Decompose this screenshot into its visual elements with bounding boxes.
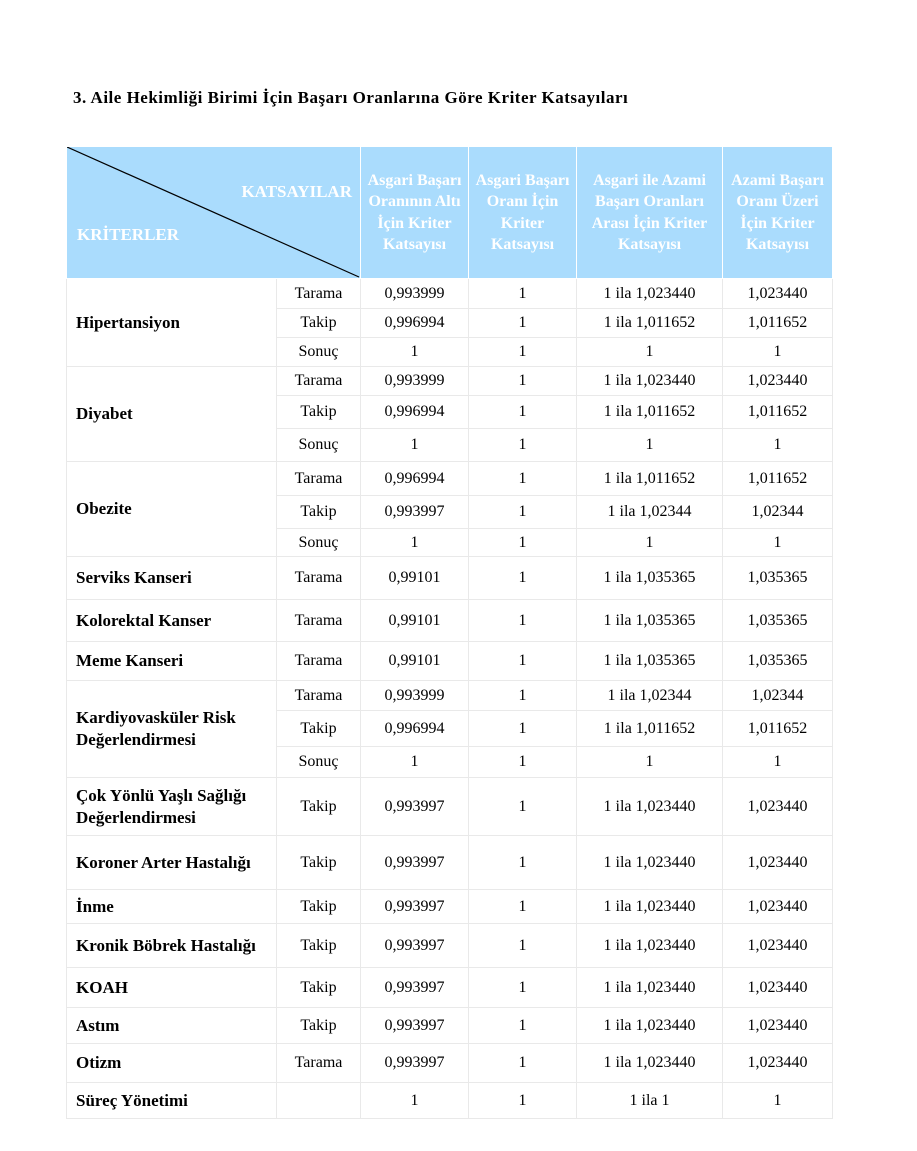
below-min-value: 0,993997 (361, 836, 469, 890)
below-min-value: 0,993999 (361, 367, 469, 396)
column-header-above-max: Azami Başarı Oranı Üzeri İçin Kriter Katsayısı (723, 147, 833, 279)
subcategory-cell: Takip (277, 836, 361, 890)
min-value: 1 (469, 529, 577, 557)
criterion-name: İnme (67, 890, 277, 924)
between-value: 1 ila 1 (577, 1083, 723, 1119)
between-value: 1 ila 1,011652 (577, 396, 723, 429)
min-value: 1 (469, 557, 577, 600)
subcategory-cell: Takip (277, 890, 361, 924)
above-max-value: 1 (723, 338, 833, 367)
table-body (67, 279, 833, 1119)
section-heading: 3. Aile Hekimliği Birimi İçin Başarı Oranlarına Göre Kriter Katsayıları (73, 88, 629, 107)
table-row (67, 557, 833, 600)
min-value: 1 (469, 924, 577, 968)
between-value: 1 ila 1,023440 (577, 924, 723, 968)
above-max-value: 1 (723, 1083, 833, 1119)
corner-header-cell (67, 147, 361, 279)
subcategory-cell: Takip (277, 924, 361, 968)
below-min-value: 1 (361, 747, 469, 778)
above-max-value: 1,011652 (723, 711, 833, 747)
min-value: 1 (469, 462, 577, 496)
above-max-value: 1,011652 (723, 309, 833, 338)
subcategory-cell: Tarama (277, 1044, 361, 1083)
table-row (67, 600, 833, 642)
below-min-value: 0,993997 (361, 968, 469, 1008)
min-value: 1 (469, 642, 577, 681)
subcategory-cell: Tarama (277, 557, 361, 600)
criterion-name: KOAH (67, 968, 277, 1008)
between-value: 1 ila 1,02344 (577, 681, 723, 711)
subcategory-cell: Tarama (277, 279, 361, 309)
subcategory-cell: Tarama (277, 600, 361, 642)
above-max-value: 1,023440 (723, 890, 833, 924)
between-value: 1 ila 1,011652 (577, 462, 723, 496)
between-value: 1 (577, 338, 723, 367)
min-value: 1 (469, 778, 577, 836)
min-value: 1 (469, 338, 577, 367)
column-header-min: Asgari Başarı Oranı İçin Kriter Katsayısı (469, 147, 577, 279)
below-min-value: 0,996994 (361, 462, 469, 496)
below-min-value: 1 (361, 1083, 469, 1119)
table-row (67, 367, 833, 396)
between-value: 1 ila 1,023440 (577, 367, 723, 396)
below-min-value: 0,99101 (361, 642, 469, 681)
above-max-value: 1,02344 (723, 496, 833, 529)
table-row (67, 1008, 833, 1044)
between-value: 1 ila 1,023440 (577, 836, 723, 890)
above-max-value: 1,023440 (723, 367, 833, 396)
subcategory-cell: Sonuç (277, 429, 361, 462)
table-row (67, 890, 833, 924)
diagonal-line (67, 147, 361, 278)
subcategory-cell: Tarama (277, 367, 361, 396)
min-value: 1 (469, 1008, 577, 1044)
above-max-value: 1,023440 (723, 1044, 833, 1083)
between-value: 1 (577, 747, 723, 778)
above-max-value: 1,011652 (723, 462, 833, 496)
subcategory-cell: Tarama (277, 642, 361, 681)
kriterler-label: KRİTERLER (77, 225, 180, 244)
table-row (67, 1083, 833, 1119)
subcategory-cell: Tarama (277, 462, 361, 496)
table-row (67, 1044, 833, 1083)
above-max-value: 1,035365 (723, 557, 833, 600)
min-value: 1 (469, 1083, 577, 1119)
min-value: 1 (469, 1044, 577, 1083)
between-value: 1 ila 1,023440 (577, 279, 723, 309)
below-min-value: 0,99101 (361, 600, 469, 642)
min-value: 1 (469, 681, 577, 711)
criterion-name: Astım (67, 1008, 277, 1044)
above-max-value: 1,023440 (723, 924, 833, 968)
criterion-name: Koroner Arter Hastalığı (67, 836, 277, 890)
subcategory-cell: Takip (277, 711, 361, 747)
between-value: 1 ila 1,023440 (577, 968, 723, 1008)
min-value: 1 (469, 496, 577, 529)
subcategory-cell: Sonuç (277, 338, 361, 367)
between-value: 1 ila 1,035365 (577, 642, 723, 681)
min-value: 1 (469, 396, 577, 429)
above-max-value: 1 (723, 529, 833, 557)
subcategory-cell: Takip (277, 309, 361, 338)
below-min-value: 0,993999 (361, 279, 469, 309)
between-value: 1 ila 1,023440 (577, 890, 723, 924)
min-value: 1 (469, 429, 577, 462)
criterion-name: Otizm (67, 1044, 277, 1083)
table-row (67, 968, 833, 1008)
min-value: 1 (469, 890, 577, 924)
between-value: 1 ila 1,035365 (577, 557, 723, 600)
below-min-value: 0,993997 (361, 1044, 469, 1083)
above-max-value: 1,023440 (723, 778, 833, 836)
table-row (67, 778, 833, 836)
above-max-value: 1,035365 (723, 600, 833, 642)
subcategory-cell: Takip (277, 396, 361, 429)
subcategory-cell: Sonuç (277, 747, 361, 778)
between-value: 1 ila 1,023440 (577, 1044, 723, 1083)
min-value: 1 (469, 968, 577, 1008)
between-value: 1 ila 1,011652 (577, 711, 723, 747)
subcategory-cell: Sonuç (277, 529, 361, 557)
between-value: 1 ila 1,023440 (577, 778, 723, 836)
above-max-value: 1,011652 (723, 396, 833, 429)
subcategory-cell: Takip (277, 1008, 361, 1044)
below-min-value: 0,993997 (361, 890, 469, 924)
above-max-value: 1,023440 (723, 279, 833, 309)
min-value: 1 (469, 747, 577, 778)
below-min-value: 0,996994 (361, 309, 469, 338)
katsayilar-label: KATSAYILAR (241, 182, 352, 201)
criterion-name: Kardiyovasküler Risk Değerlendirmesi (67, 681, 277, 778)
min-value: 1 (469, 836, 577, 890)
min-value: 1 (469, 279, 577, 309)
above-max-value: 1 (723, 429, 833, 462)
above-max-value: 1,02344 (723, 681, 833, 711)
below-min-value: 1 (361, 338, 469, 367)
criterion-name: Süreç Yönetimi (67, 1083, 277, 1119)
above-max-value: 1,023440 (723, 1008, 833, 1044)
between-value: 1 ila 1,035365 (577, 600, 723, 642)
table-row (67, 836, 833, 890)
above-max-value: 1,035365 (723, 642, 833, 681)
criteria-coefficient-table (66, 146, 833, 1119)
below-min-value: 0,996994 (361, 396, 469, 429)
between-value: 1 (577, 429, 723, 462)
between-value: 1 (577, 529, 723, 557)
min-value: 1 (469, 309, 577, 338)
above-max-value: 1,023440 (723, 968, 833, 1008)
min-value: 1 (469, 711, 577, 747)
between-value: 1 ila 1,011652 (577, 309, 723, 338)
subcategory-cell: Tarama (277, 681, 361, 711)
criterion-name: Kronik Böbrek Hastalığı (67, 924, 277, 968)
table-row (67, 642, 833, 681)
min-value: 1 (469, 367, 577, 396)
below-min-value: 0,993997 (361, 924, 469, 968)
between-value: 1 ila 1,023440 (577, 1008, 723, 1044)
min-value: 1 (469, 600, 577, 642)
table-row (67, 681, 833, 711)
below-min-value: 0,996994 (361, 711, 469, 747)
criterion-name: Çok Yönlü Yaşlı Sağlığı Değerlendirmesi (67, 778, 277, 836)
subcategory-cell (277, 1083, 361, 1119)
below-min-value: 0,993997 (361, 778, 469, 836)
column-header-between: Asgari ile Azami Başarı Oranları Arası İçin Kriter Katsayısı (577, 147, 723, 279)
subcategory-cell: Takip (277, 496, 361, 529)
table-row (67, 924, 833, 968)
criterion-name: Serviks Kanseri (67, 557, 277, 600)
above-max-value: 1 (723, 747, 833, 778)
subcategory-cell: Takip (277, 968, 361, 1008)
below-min-value: 1 (361, 529, 469, 557)
below-min-value: 0,993997 (361, 1008, 469, 1044)
below-min-value: 0,99101 (361, 557, 469, 600)
column-header-below-min: Asgari Başarı Oranının Altı İçin Kriter Katsayısı (361, 147, 469, 279)
table-row (67, 462, 833, 496)
below-min-value: 0,993999 (361, 681, 469, 711)
below-min-value: 0,993997 (361, 496, 469, 529)
subcategory-cell: Takip (277, 778, 361, 836)
table-row (67, 279, 833, 309)
criterion-name: Meme Kanseri (67, 642, 277, 681)
criterion-name: Obezite (67, 462, 277, 557)
above-max-value: 1,023440 (723, 836, 833, 890)
criterion-name: Diyabet (67, 367, 277, 462)
below-min-value: 1 (361, 429, 469, 462)
criterion-name: Kolorektal Kanser (67, 600, 277, 642)
criterion-name: Hipertansiyon (67, 279, 277, 367)
between-value: 1 ila 1,02344 (577, 496, 723, 529)
